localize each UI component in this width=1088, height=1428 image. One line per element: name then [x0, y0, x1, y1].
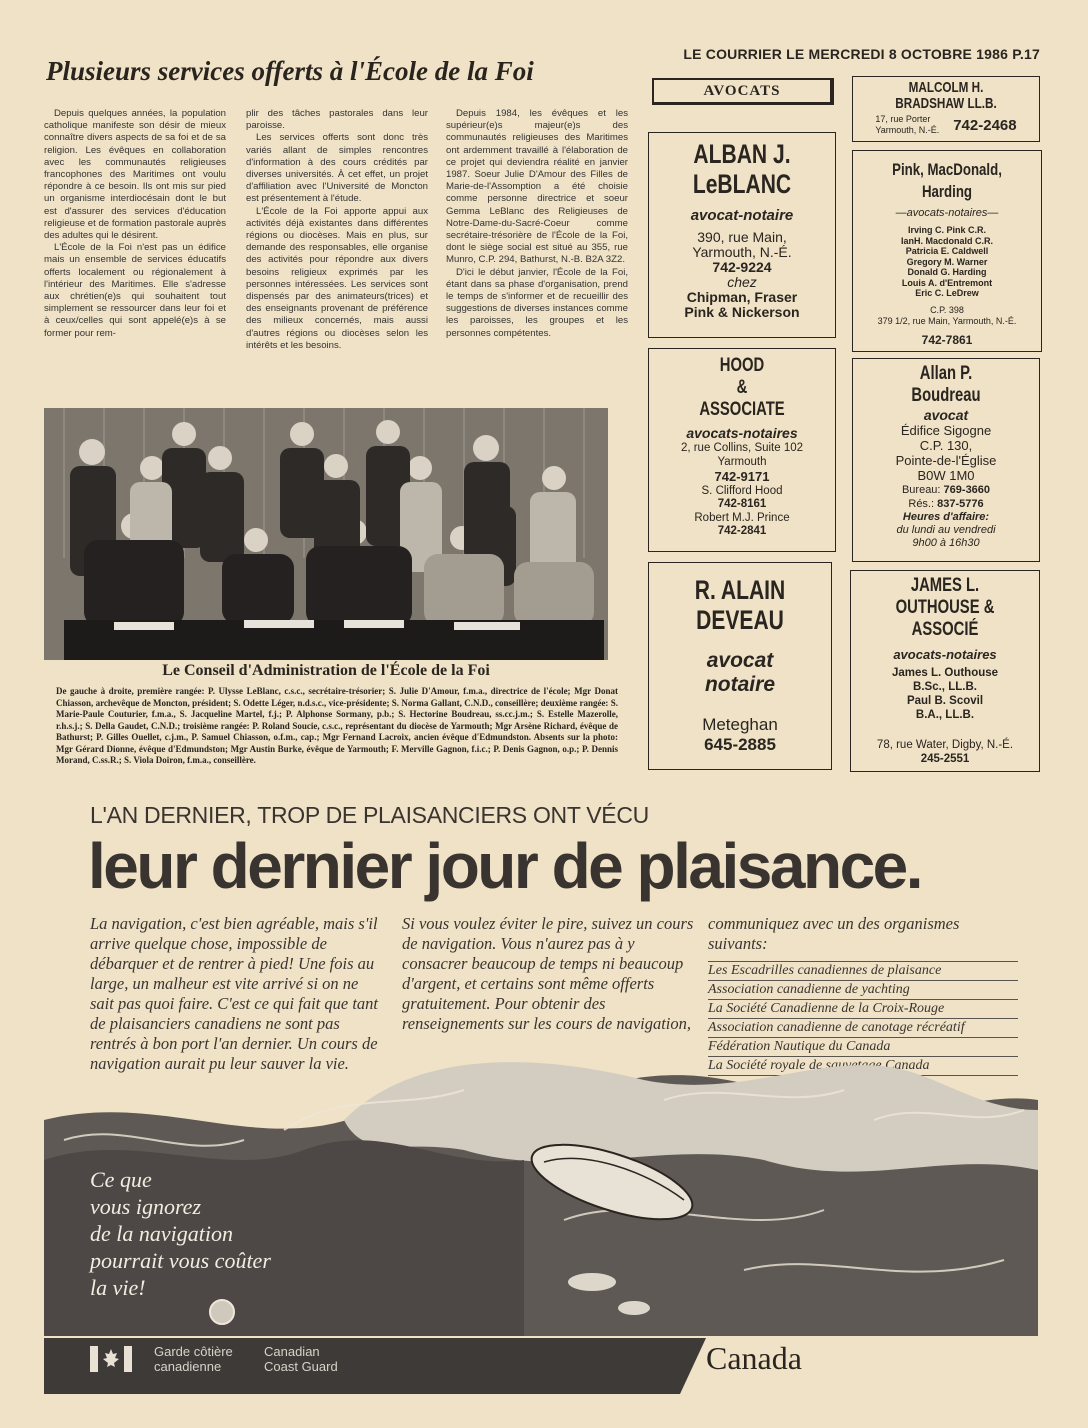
boudreau-name-2: Boudreau	[911, 385, 981, 406]
photo-caption-title: Le Conseil d'Administration de l'École de la Foi	[162, 662, 490, 679]
coast-guard-fr	[154, 1344, 233, 1374]
pink-phone: 742-7861	[921, 332, 973, 347]
boudreau-res-phone: 837-5776	[937, 498, 984, 510]
coast-guard-en-line: Coast Guard	[264, 1359, 338, 1374]
organization-item: Association canadienne de canotage récréatif	[708, 1018, 1018, 1038]
coast-guard-fr-line: Garde côtière	[154, 1344, 233, 1359]
ad-boudreau	[852, 358, 1040, 562]
ad-column-1: La navigation, c'est bien agréable, mais s'il arrive quelque chose, impossible de débarquer et de rentrer à pied! Une fois au large, un malheur est vite arrivé si on ne sait pas quoi faire. C'est ce qui fait que tant de plaisanciers canadiens ne sont pas rentrés à bon port l'an dernier. Un cours de navigation aurait pu leur sauver la vie.	[90, 914, 378, 1073]
deveau-name-2: DEVEAU	[696, 605, 784, 635]
organization-item: Les Escadrilles canadiennes de plaisance	[708, 961, 1018, 981]
boudreau-address-1: Édifice Sigogne	[900, 423, 992, 438]
bradshaw-address-2: Yarmouth, N.-É.	[875, 125, 940, 135]
hood-name-3: ASSOCIATE	[699, 399, 785, 420]
leblanc-address-2: Yarmouth, N.-É.	[692, 244, 792, 260]
canada-wordmark: Canada	[706, 1340, 802, 1376]
outhouse-member-2: Paul B. Scovil	[906, 695, 984, 707]
article-paragraph: Les services offerts sont donc très variés allant de simples rencontres d'information à des cours crédités par diverses universités. À cet effet, un projet d'affiliation avec l'Université de Moncton est présentement à l'étude.	[246, 132, 428, 205]
group-photo	[44, 408, 608, 660]
leblanc-phone: 742-9224	[712, 259, 772, 275]
ad-column-3-intro: communiquez avec un des organismes suivants:	[708, 914, 960, 953]
coast-guard-en	[264, 1344, 338, 1374]
hood-address-1: 2, rue Collins, Suite 102	[680, 442, 804, 454]
pink-member: Eric C. LeDrew	[915, 288, 979, 298]
page-folio: LE COURRIER LE MERCREDI 8 OCTOBRE 1986 P.17	[683, 46, 1040, 62]
article-paragraph: Depuis 1984, les évêques et les supérieur(e)s majeur(e)s des communautés religieuses des Maritimes ont ardemment travaillé à l'élaboration de ce projet qui deviendra réalité en janvier 1987. Soeur Julie D'Amour des Filles de Marie-de-l'Assomption a été choisie comme personne directrice et soeur Gemma LeBlanc des Religieuses de Notre-Dame-du-Sacré-Coeur comme secrétaire-trésorière de l'École de la Foi, dont le siège social est situé au 355, rue Munro, C.P. 294, Bathurst, N.-B. B2A 3Z2.	[446, 108, 628, 266]
pink-member: Donald G. Harding	[907, 267, 987, 277]
wave-slogan-line: la vie!	[90, 1275, 146, 1300]
hood-title: avocats-notaires	[686, 425, 798, 441]
outhouse-member-2-degrees: B.A., LL.B.	[915, 709, 975, 721]
boudreau-address-2: C.P. 130,	[919, 438, 973, 453]
bradshaw-phone: 742-2468	[953, 116, 1017, 134]
hood-phone: 742-9171	[714, 469, 770, 484]
hood-name-1: HOOD	[719, 355, 765, 376]
article-column-2	[246, 108, 428, 352]
bradshaw-name-1: MALCOLM H.	[908, 79, 984, 96]
ad-leblanc	[648, 132, 836, 338]
ad-column-2: Si vous voulez éviter le pire, suivez un cours de navigation. Vous n'aurez pas à y consacrer beaucoup de temps ni beaucoup d'argent, et certains sont même offerts gratuitement. Pour obtenir des renseignements sur les cours de navigation,	[402, 914, 694, 1033]
pink-member: Gregory M. Warner	[906, 256, 988, 267]
leblanc-title: avocat-notaire	[690, 207, 794, 224]
boudreau-name-1: Allan P.	[919, 363, 973, 384]
hood-partner-2: Robert M.J. Prince	[694, 512, 790, 524]
bradshaw-name-2: BRADSHAW LL.B.	[895, 95, 997, 112]
ad-kicker: L'AN DERNIER, TROP DE PLAISANCIERS ONT VÉCU	[90, 802, 649, 828]
boudreau-hours-2: 9h00 à 16h30	[912, 537, 980, 549]
boudreau-address-3: Pointe-de-l'Église	[895, 453, 997, 468]
leblanc-name-2: LeBLANC	[692, 169, 792, 199]
deveau-city: Meteghan	[702, 715, 778, 734]
pink-member: IanH. Macdonald C.R.	[900, 235, 993, 246]
hood-address-2: Yarmouth	[717, 456, 767, 468]
boudreau-title: avocat	[923, 407, 969, 423]
outhouse-title: avocats-notaires	[893, 647, 997, 662]
wave-slogan-line: vous ignorez	[90, 1194, 202, 1219]
organization-item: Association canadienne de yachting	[708, 980, 1018, 1000]
ad-deveau	[648, 562, 832, 770]
ad-bradshaw	[852, 76, 1040, 142]
coast-guard-en-line: Canadian	[264, 1344, 320, 1359]
article-column-3	[446, 108, 628, 340]
outhouse-member-1: James L. Outhouse	[891, 667, 999, 679]
article-paragraph: D'ici le début janvier, l'École de la Foi, étant dans sa phase d'organisation, prend le temps de s'informer et de recueillir des suggestions de diverses instances comme les paroisses, les groupes et les personnes compétentes.	[446, 266, 628, 339]
article-paragraph: Depuis quelques années, la population catholique manifeste son désir de mieux connaître divers aspects de sa foi et de sa religion. Les évêques en collaboration avec les communautés religieuses francophones des Maritimes ont voulu répondre à ce besoin. Ils ont mis sur pied un organisme interdiocésain dont le but est d'assurer des services d'éducation religieuse et de formation pastorale auprès des adultes qui le désirent.	[44, 108, 226, 242]
deveau-title-1: avocat	[706, 649, 774, 672]
pink-member: Louis A. d'Entremont	[901, 277, 993, 288]
article-paragraph: L'École de la Foi n'est pas un édifice mais un ensemble de services éducatifs offerts localement ou régionalement à l'intérieur des Maritimes. Elle s'adresse aux chrétien(e)s qui souhaitent tout simplement se ressourcer dans leur foi et à ceux/celles qui sont appelé(e)s à se former pour rem-	[44, 242, 226, 339]
article-paragraph: L'École de la Foi apporte appui aux activités déjà existantes dans différentes régions ou diocèses. Mais en plus, sur demande des responsables, elle organise des activités pour répondre aux divers besoins religieux exprimés par les personnes intéressées. Les services sont dispensés par des animateurs(trices) et des enseignants provenant de préférence des milieux concernés, mais aussi d'autres régions ou diocèses selon les intérêts et les besoins.	[246, 205, 428, 351]
ad-pink-macdonald	[852, 150, 1042, 352]
wave-slogan-line: Ce que	[90, 1167, 152, 1192]
wave-slogan-line: de la navigation	[90, 1221, 233, 1246]
outhouse-phone: 245-2551	[920, 753, 970, 765]
leblanc-chez: chez	[727, 274, 757, 290]
hood-name-2: &	[736, 377, 748, 398]
boudreau-res-label: Rés.:	[908, 498, 935, 510]
photo-caption-body: De gauche à droite, première rangée: P. Ulysse LeBlanc, c.s.c., secrétaire-trésorier; S. Julie D'Amour, f.m.a., directrice de l'école; Mgr Donat Chiasson, archevêque de Moncton, président; S. Odette Léger, n.d.s.c., vice-présidente; S. Norma Gallant, C.N.D., conseillère; deuxième rangée: S. Marie-Paule Couturier, f.m.a., S. Jacqueline Martel, f.j.; P. Alphonse Sormany, p.b.; S. Hectorine Boudreau, ss.cc.j.m.; S. Estelle Mazerolle, r.h.s.j.; S. Della Gaudet, C.N.D.; troisième rangée: P. Roland Soucie, c.s.c., représentant du diocèse de Yarmouth; Mgr Arsène Richard, évêque de Bathurst; P. Gilles Ouellet, c.j.m., P. Samuel Chiasson, o.f.m., cap.; Mgr Fernand Lacroix, ancien évêque d'Edmundston. Absents sur la photo: Mgr Gérard Dionne, évêque d'Edmundston; Mgr Austin Burke, évêque de Yarmouth; F. Merville Gagnon, f.i.c.; P. Denis Gagnon, o.p.; P. Dennis Morand, C.ss.R.; S. Viola Doiron, f.m.a., conseillère.	[56, 686, 618, 765]
article-column-1	[44, 108, 226, 340]
pink-member: Irving C. Pink C.R.	[907, 225, 986, 235]
boudreau-address-4: B0W 1M0	[917, 468, 975, 483]
pink-name-2: Harding	[921, 182, 973, 201]
pink-address-1: C.P. 398	[930, 304, 964, 315]
deveau-title-2: notaire	[704, 673, 775, 696]
canada-flag-icon	[90, 1346, 132, 1372]
ad-outhouse	[850, 570, 1040, 772]
ad-hood-associate	[648, 348, 836, 552]
article-headline: Plusieurs services offerts à l'École de la Foi	[46, 56, 534, 86]
pink-name-1: Pink, MacDonald,	[892, 160, 1002, 179]
hood-partner-1: S. Clifford Hood	[701, 485, 783, 497]
leblanc-firm-1: Chipman, Fraser	[686, 289, 798, 305]
organization-item: La Société royale de sauvetage Canada	[708, 1056, 1018, 1076]
deveau-name-1: R. ALAIN	[694, 575, 786, 605]
article-paragraph: plir des tâches pastorales dans leur paroisse.	[246, 108, 428, 132]
coast-guard-fr-line: canadienne	[154, 1359, 222, 1374]
pink-title: —avocats-notaires—	[895, 207, 999, 219]
outhouse-name-3: ASSOCIÉ	[911, 619, 979, 640]
pink-address-2: 379 1/2, rue Main, Yarmouth, N.-É.	[877, 315, 1017, 326]
wave-slogan-line: pourrait vous coûter	[90, 1248, 271, 1273]
outhouse-address: 78, rue Water, Digby, N.-É.	[876, 739, 1014, 751]
boudreau-hours-label: Heures d'affaire:	[902, 511, 990, 523]
leblanc-firm-2: Pink & Nickerson	[684, 304, 800, 320]
leblanc-address-1: 390, rue Main,	[697, 229, 787, 245]
organization-item: La Société Canadienne de la Croix-Rouge	[708, 999, 1018, 1019]
outhouse-name-2: OUTHOUSE &	[895, 597, 995, 618]
hood-partner-2-phone: 742-2841	[717, 525, 767, 537]
leblanc-name-1: ALBAN J.	[693, 139, 791, 169]
hood-partner-1-phone: 742-8161	[717, 498, 767, 510]
bradshaw-address-1: 17, rue Porter	[875, 114, 931, 124]
wave-slogan	[90, 1166, 271, 1301]
ad-title: leur dernier jour de plaisance.	[88, 830, 922, 902]
boudreau-hours-1: du lundi au vendredi	[896, 524, 996, 536]
pink-member: Patricia E. Caldwell	[905, 246, 989, 256]
organization-item: Fédération Nautique du Canada	[708, 1037, 1018, 1057]
outhouse-name-1: JAMES L.	[910, 575, 980, 596]
outhouse-member-1-degrees: B.Sc., LL.B.	[913, 681, 977, 693]
avocats-section-label: AVOCATS	[652, 78, 834, 105]
boudreau-bureau-phone: 769-3660	[943, 484, 991, 496]
deveau-phone: 645-2885	[704, 735, 776, 754]
boudreau-bureau-label: Bureau:	[901, 484, 941, 496]
